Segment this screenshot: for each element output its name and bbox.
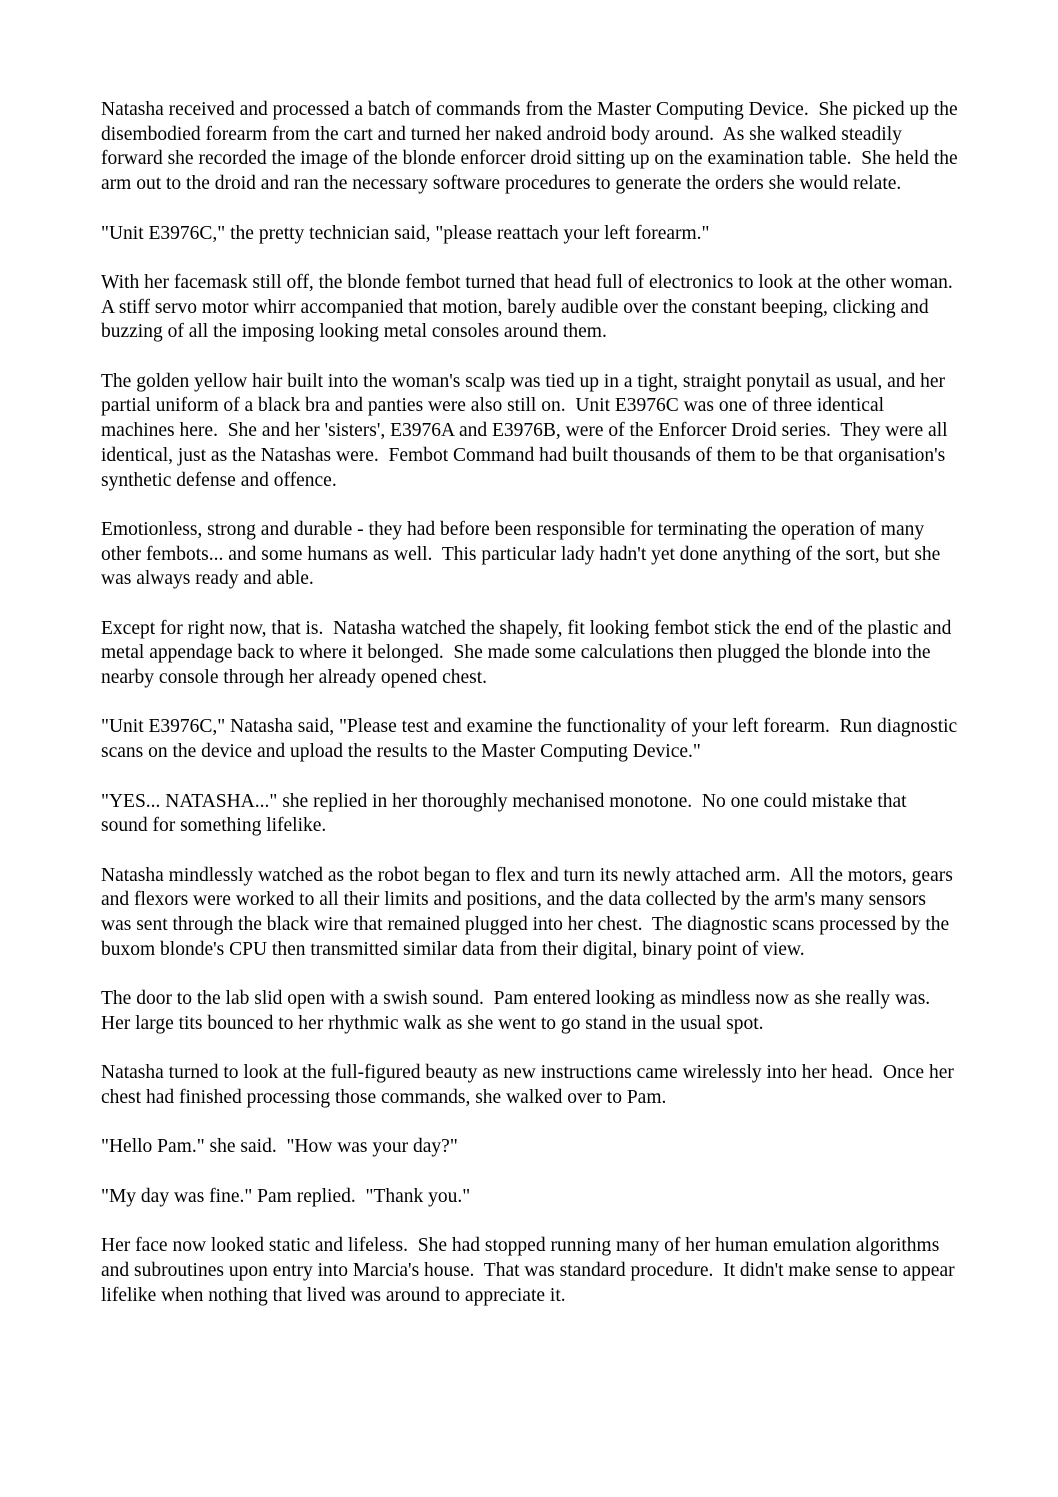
paragraph: "YES... NATASHA..." she replied in her thoroughly mechanised monotone. No one could mistake that sound for something lifelike. xyxy=(101,790,912,837)
paragraph: With her facemask still off, the blonde fembot turned that head full of electronics to look at the other woman. A stiff servo motor whirr accompanied that motion, barely audible over the constant beeping, clicking and buzzing of all the imposing looking metal consoles around them. xyxy=(101,271,962,343)
paragraph: Emotionless, strong and durable - they had before been responsible for terminating the operation of many other fembots... and some humans as well. This particular lady hadn't yet done anything of the sort, but she was always ready and able. xyxy=(101,518,946,590)
document-page xyxy=(101,98,963,1308)
paragraph: "My day was fine." Pam replied. "Thank you." xyxy=(101,1185,471,1207)
paragraph: Natasha mindlessly watched as the robot began to flex and turn its newly attached arm. All the motors, gears and flexors were worked to all their limits and positions, and the data collected by the arm's many sensors was sent through the black wire that remained plugged into her chest. The diagnostic scans processed by the buxom blonde's CPU then transmitted similar data from their digital, binary point of view. xyxy=(101,864,958,960)
paragraph: "Hello Pam." she said. "How was your day?" xyxy=(101,1136,458,1158)
paragraph: The golden yellow hair built into the woman's scalp was tied up in a tight, straight ponytail as usual, and her partial uniform of a black bra and panties were also still on. Unit E3976C was one of three identical machines here. She and her 'sisters', E3976A and E3976B, were of the Enforcer Droid series. They were all identical, just as the Natashas were. Fembot Command had built thousands of them to be that organisation's synthetic defense and offence. xyxy=(101,370,953,491)
paragraph: "Unit E3976C," Natasha said, "Please test and examine the functionality of your left forearm. Run diagnostic scans on the device and upload the results to the Master Computing Device." xyxy=(101,716,963,763)
paragraph: Except for right now, that is. Natasha watched the shapely, fit looking fembot stick the end of the plastic and metal appendage back to where it belonged. She made some calculations then plugged the blonde into the nearby console through her already opened chest. xyxy=(101,617,957,689)
paragraph: The door to the lab slid open with a swish sound. Pam entered looking as mindless now as she really was. Her large tits bounced to her rhythmic walk as she went to go stand in the usual spot. xyxy=(101,988,940,1034)
paragraph: Her face now looked static and lifeless. She had stopped running many of her human emulation algorithms and subroutines upon entry into Marcia's house. That was standard procedure. It didn't make sense to appear lifelike when nothing that lived was around to appreciate it. xyxy=(101,1235,960,1306)
paragraph: "Unit E3976C," the pretty technician said, "please reattach your left forearm." xyxy=(101,222,710,244)
paragraph: Natasha received and processed a batch of commands from the Master Computing Device. She picked up the disembodied forearm from the cart and turned her naked android body around. As she walked steadily forward she recorded the image of the blonde enforcer droid sitting up on the examination table. She held the arm out to the droid and ran the necessary software procedures to generate the orders she would relate. xyxy=(101,99,963,195)
paragraph: Natasha turned to look at the full-figured beauty as new instructions came wirelessly into her head. Once her chest had finished processing those commands, she walked over to Pam. xyxy=(101,1062,959,1108)
